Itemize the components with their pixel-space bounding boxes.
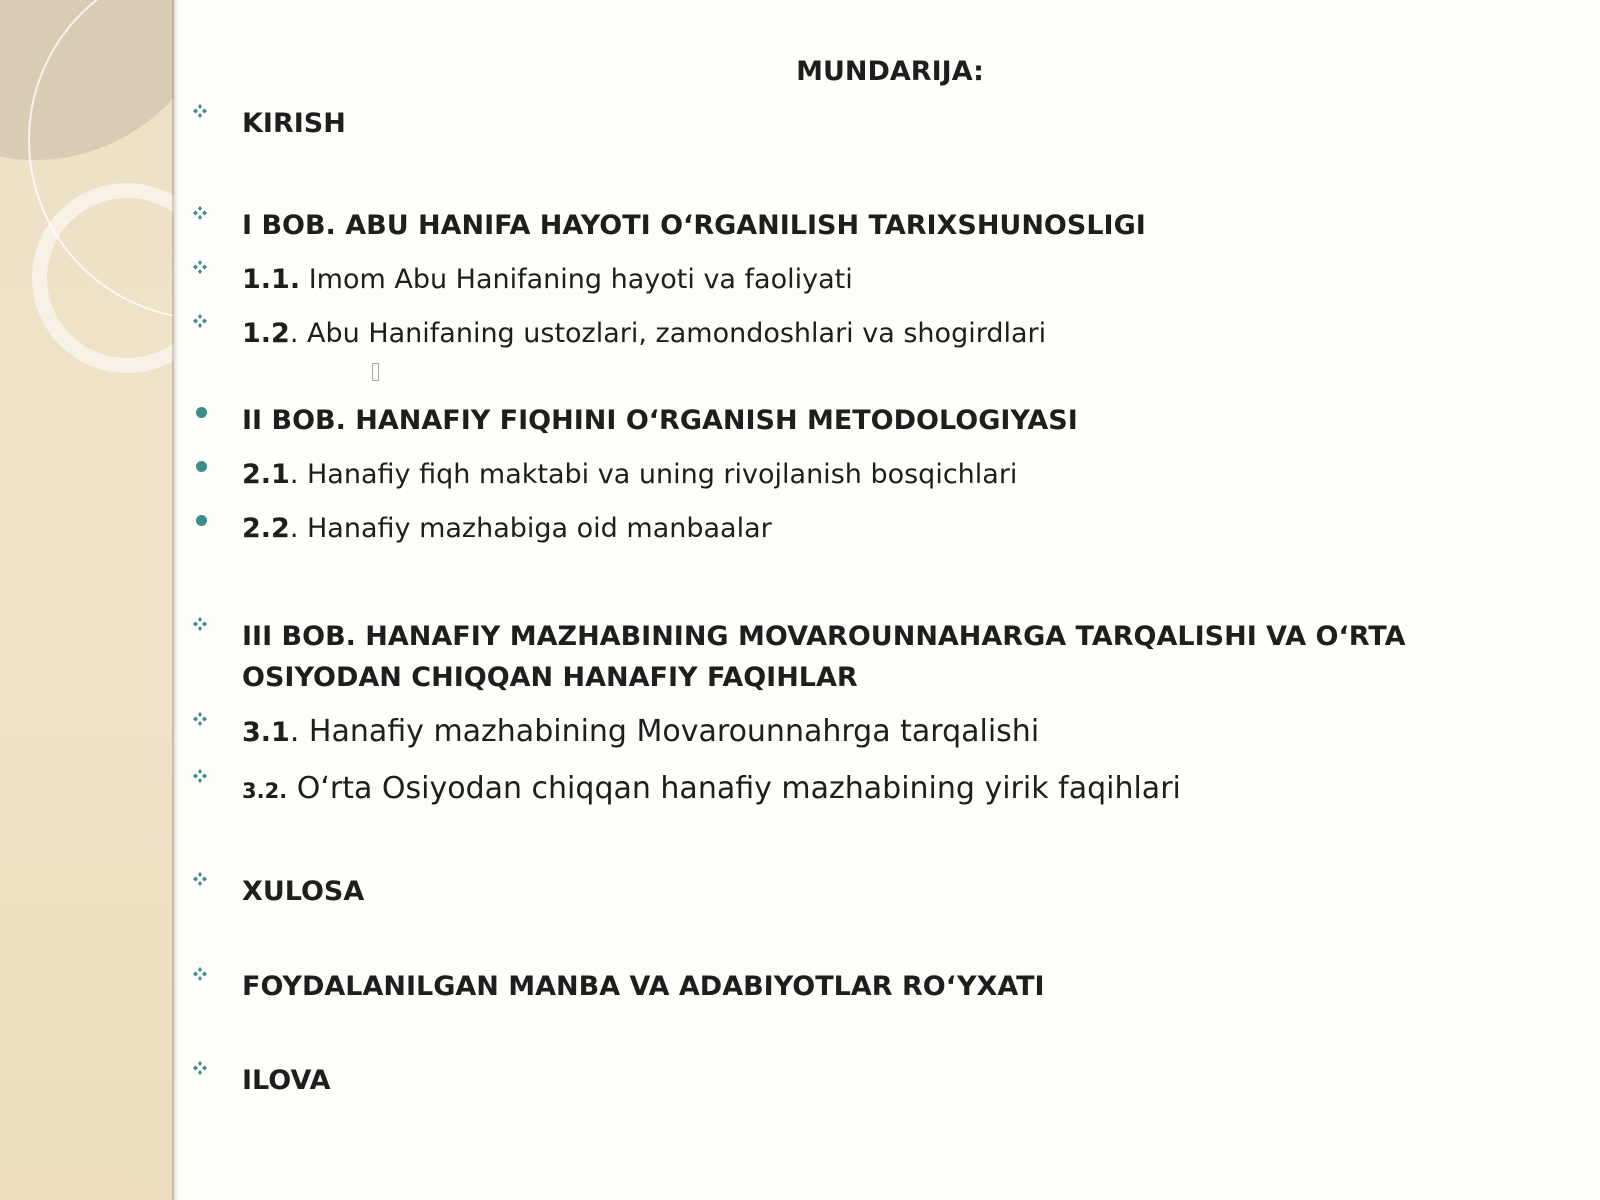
toc-item-2-2 [192,508,1552,549]
toc-item-xulosa [192,871,1552,912]
toc-item-1-1 [192,259,1552,300]
four-diamond-bullet-icon [192,313,242,343]
round-dot-bullet-icon [192,508,242,538]
toc-number: 1.2 [242,318,290,349]
toc-item-ilova [192,1060,1552,1101]
toc-text: . Hanafiy mazhabiga oid manbaalar [289,513,772,544]
toc-item-kirish [192,103,1552,144]
four-diamond-bullet-icon [192,768,242,798]
toc-number: 3.1 [242,717,290,748]
toc-label: I BOB. ABU HANIFA HAYOTI O‘RGANILISH TARIXSHUNOSLIGI [242,210,1146,241]
four-diamond-bullet-icon [192,871,242,901]
toc-label: XULOSA [242,876,365,907]
toc-item-2-1 [192,454,1552,495]
toc-number: 3.2. [242,779,288,803]
toc-label: III BOB. HANAFIY MAZHABINING MOVAROUNNAHARGA TARQALISHI VA O‘RTA OSIYODAN CHIQQAN HANAFIY FAQIHLAR [242,621,1406,693]
four-diamond-bullet-icon [192,616,242,646]
round-dot-bullet-icon [192,454,242,484]
toc-item-adabiyotlar [192,966,1552,1007]
toc-number: 2.2 [242,513,290,544]
toc-chapter-2 [192,400,1552,441]
four-diamond-bullet-icon [192,711,242,741]
toc-text: O‘rta Osiyodan chiqqan hanafiy mazhabining yirik faqihlari [287,771,1181,806]
toc-label: FOYDALANILGAN MANBA VA ADABIYOTLAR RO‘YXATI [242,971,1045,1002]
toc-label [242,711,1039,753]
toc-item-1-2 [192,313,1552,354]
toc-item-3-2 [192,768,1552,812]
four-diamond-bullet-icon [192,966,242,996]
four-diamond-bullet-icon [192,1060,242,1090]
toc-label: KIRISH [242,108,346,139]
page-title: MUNDARIJA: [796,56,984,87]
four-diamond-bullet-icon [192,259,242,289]
toc-label [242,313,1046,354]
four-diamond-bullet-icon [192,103,242,133]
toc-number: 2.1 [242,459,290,490]
four-diamond-bullet-icon [192,205,242,235]
toc-number: 1.1. [242,264,301,295]
round-dot-bullet-icon [192,400,242,430]
placeholder-glyph [372,363,379,381]
toc-text: . Hanafiy fiqh maktabi va uning rivojlanish bosqichlari [289,459,1018,490]
toc-label [242,768,1181,812]
toc-label: II BOB. HANAFIY FIQHINI O‘RGANISH METODOLOGIYASI [242,405,1078,436]
toc-text: Imom Abu Hanifaning hayoti va faoliyati [308,264,853,295]
toc-text: . Hanafiy mazhabining Movarounnahrga tarqalishi [289,714,1040,749]
toc-label [242,508,772,549]
toc-chapter-3 [192,616,1552,698]
toc-label [242,454,1017,495]
toc-text: . Abu Hanifaning ustozlari, zamondoshlari va shogirdlari [289,318,1047,349]
toc-chapter-1 [192,205,1552,246]
toc-label: ILOVA [242,1065,331,1096]
toc-label [242,259,853,300]
toc-item-3-1 [192,711,1552,753]
